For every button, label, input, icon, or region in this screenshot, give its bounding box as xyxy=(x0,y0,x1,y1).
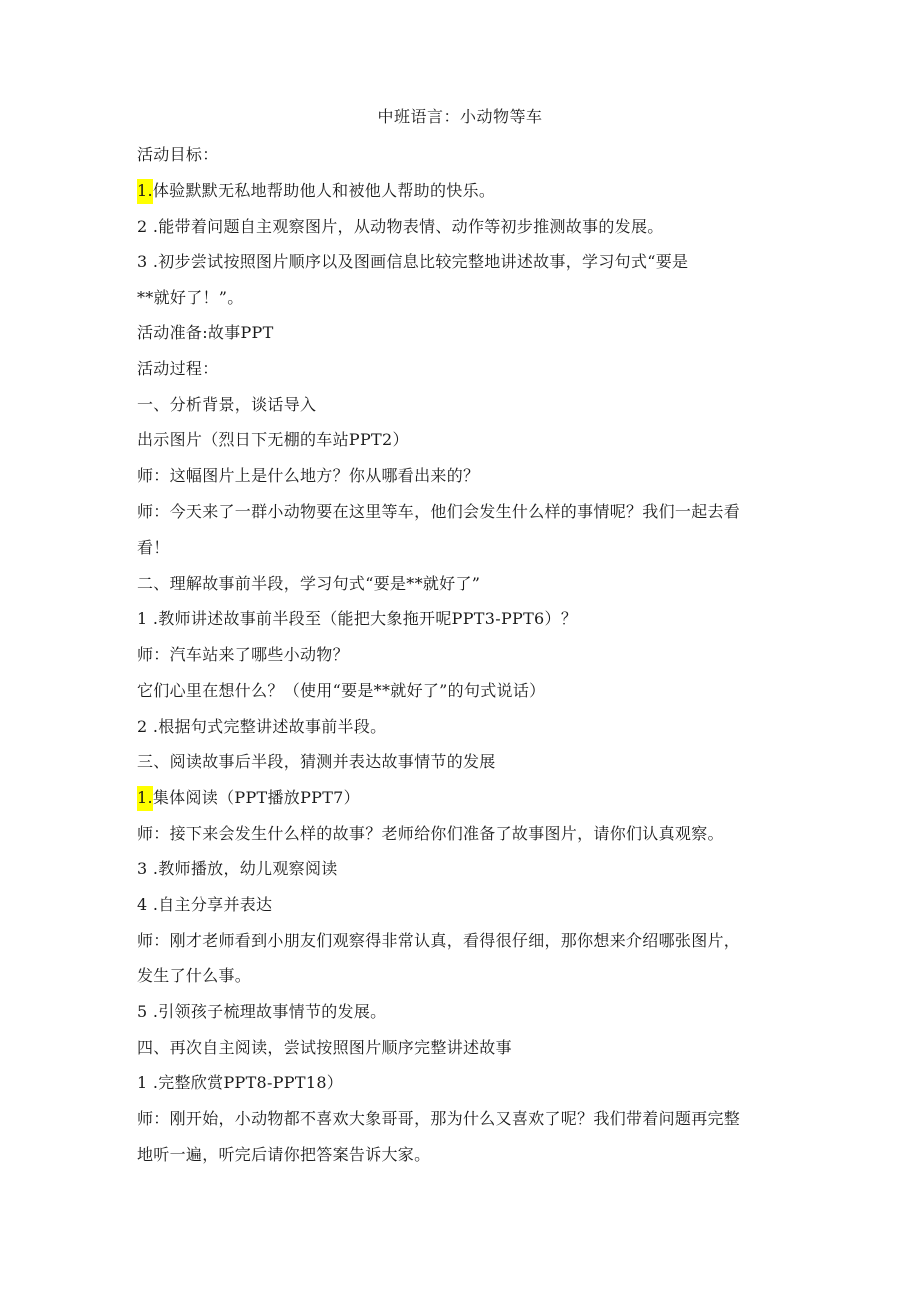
line-text: 地听一遍，听完后请你把答案告诉大家。 xyxy=(137,1145,431,1164)
text-line xyxy=(137,608,787,630)
line-text: 师：刚才老师看到小朋友们观察得非常认真，看得很仔细，那你想来介绍哪张图片， xyxy=(137,931,741,950)
line-text: 看！ xyxy=(137,538,170,557)
highlighted-number: 1. xyxy=(137,786,153,811)
line-text: 它们心里在想什么？（使用“要是**就好了”的句式说话） xyxy=(137,681,546,700)
text-line xyxy=(137,716,787,738)
text-line xyxy=(137,894,787,916)
text-line xyxy=(137,823,787,845)
text-line xyxy=(137,465,787,487)
text-line xyxy=(137,358,787,380)
line-text: 2 .能带着问题自主观察图片，从动物表情、动作等初步推测故事的发展。 xyxy=(137,217,664,236)
text-line xyxy=(137,858,787,880)
line-text: 活动过程： xyxy=(137,359,219,378)
text-line xyxy=(137,429,787,451)
text-line xyxy=(137,1037,787,1059)
line-text: 师：刚开始，小动物都不喜欢大象哥哥，那为什么又喜欢了呢？我们带着问题再完整 xyxy=(137,1109,741,1128)
text-line xyxy=(137,394,787,416)
line-text: 一、分析背景，谈话导入 xyxy=(137,395,317,414)
text-line xyxy=(137,180,787,202)
line-text: 三、阅读故事后半段，猜测并表达故事情节的发展 xyxy=(137,752,496,771)
line-text: 师：这幅图片上是什么地方？你从哪看出来的？ xyxy=(137,466,480,485)
line-text: 师：今天来了一群小动物要在这里等车，他们会发生什么样的事情呢？我们一起去看 xyxy=(137,502,741,521)
text-line xyxy=(137,287,787,309)
text-line xyxy=(137,965,787,987)
highlighted-number: 1. xyxy=(137,179,153,204)
line-text: 发生了什么事。 xyxy=(137,966,252,985)
text-line xyxy=(137,751,787,773)
line-text: 师：汽车站来了哪些小动物？ xyxy=(137,645,349,664)
text-line xyxy=(137,1144,787,1166)
text-line xyxy=(137,787,787,809)
text-line xyxy=(137,644,787,666)
line-text: **就好了！”。 xyxy=(137,288,244,307)
line-text: 1 .完整欣赏PPT8-PPT18） xyxy=(137,1073,344,1092)
line-text: 3 .教师播放，幼儿观察阅读 xyxy=(137,859,338,878)
text-line xyxy=(137,1072,787,1094)
text-line xyxy=(137,251,787,273)
text-line xyxy=(137,573,787,595)
text-line xyxy=(137,680,787,702)
text-line xyxy=(137,501,787,523)
text-line xyxy=(137,322,787,344)
text-line xyxy=(137,1001,787,1023)
line-text: 集体阅读（PPT播放PPT7） xyxy=(152,788,360,807)
text-line xyxy=(137,537,787,559)
line-text: 1 .教师讲述故事前半段至（能把大象拖开呢PPT3-PPT6）？ xyxy=(137,609,578,628)
text-line xyxy=(137,216,787,238)
line-text: 5 .引领孩子梳理故事情节的发展。 xyxy=(137,1002,387,1021)
line-text: 二、理解故事前半段，学习句式“要是**就好了” xyxy=(137,574,481,593)
text-line xyxy=(137,930,787,952)
line-text: 活动目标： xyxy=(137,145,219,164)
line-text: 体验默默无私地帮助他人和被他人帮助的快乐。 xyxy=(152,181,496,200)
line-text: 出示图片（烈日下无棚的车站PPT2） xyxy=(137,430,409,449)
line-text: 2 .根据句式完整讲述故事前半段。 xyxy=(137,717,387,736)
line-text: 活动准备:故事PPT xyxy=(137,323,274,342)
line-text: 师：接下来会发生什么样的故事？老师给你们准备了故事图片，请你们认真观察。 xyxy=(137,824,724,843)
text-line xyxy=(137,1108,787,1130)
line-text: 四、再次自主阅读，尝试按照图片顺序完整讲述故事 xyxy=(137,1038,512,1057)
document-title: 中班语言：小动物等车 xyxy=(377,107,543,126)
line-text: 3 .初步尝试按照图片顺序以及图画信息比较完整地讲述故事，学习句式“要是 xyxy=(137,252,689,271)
text-line xyxy=(137,144,787,166)
line-text: 4 .自主分享并表达 xyxy=(137,895,273,914)
